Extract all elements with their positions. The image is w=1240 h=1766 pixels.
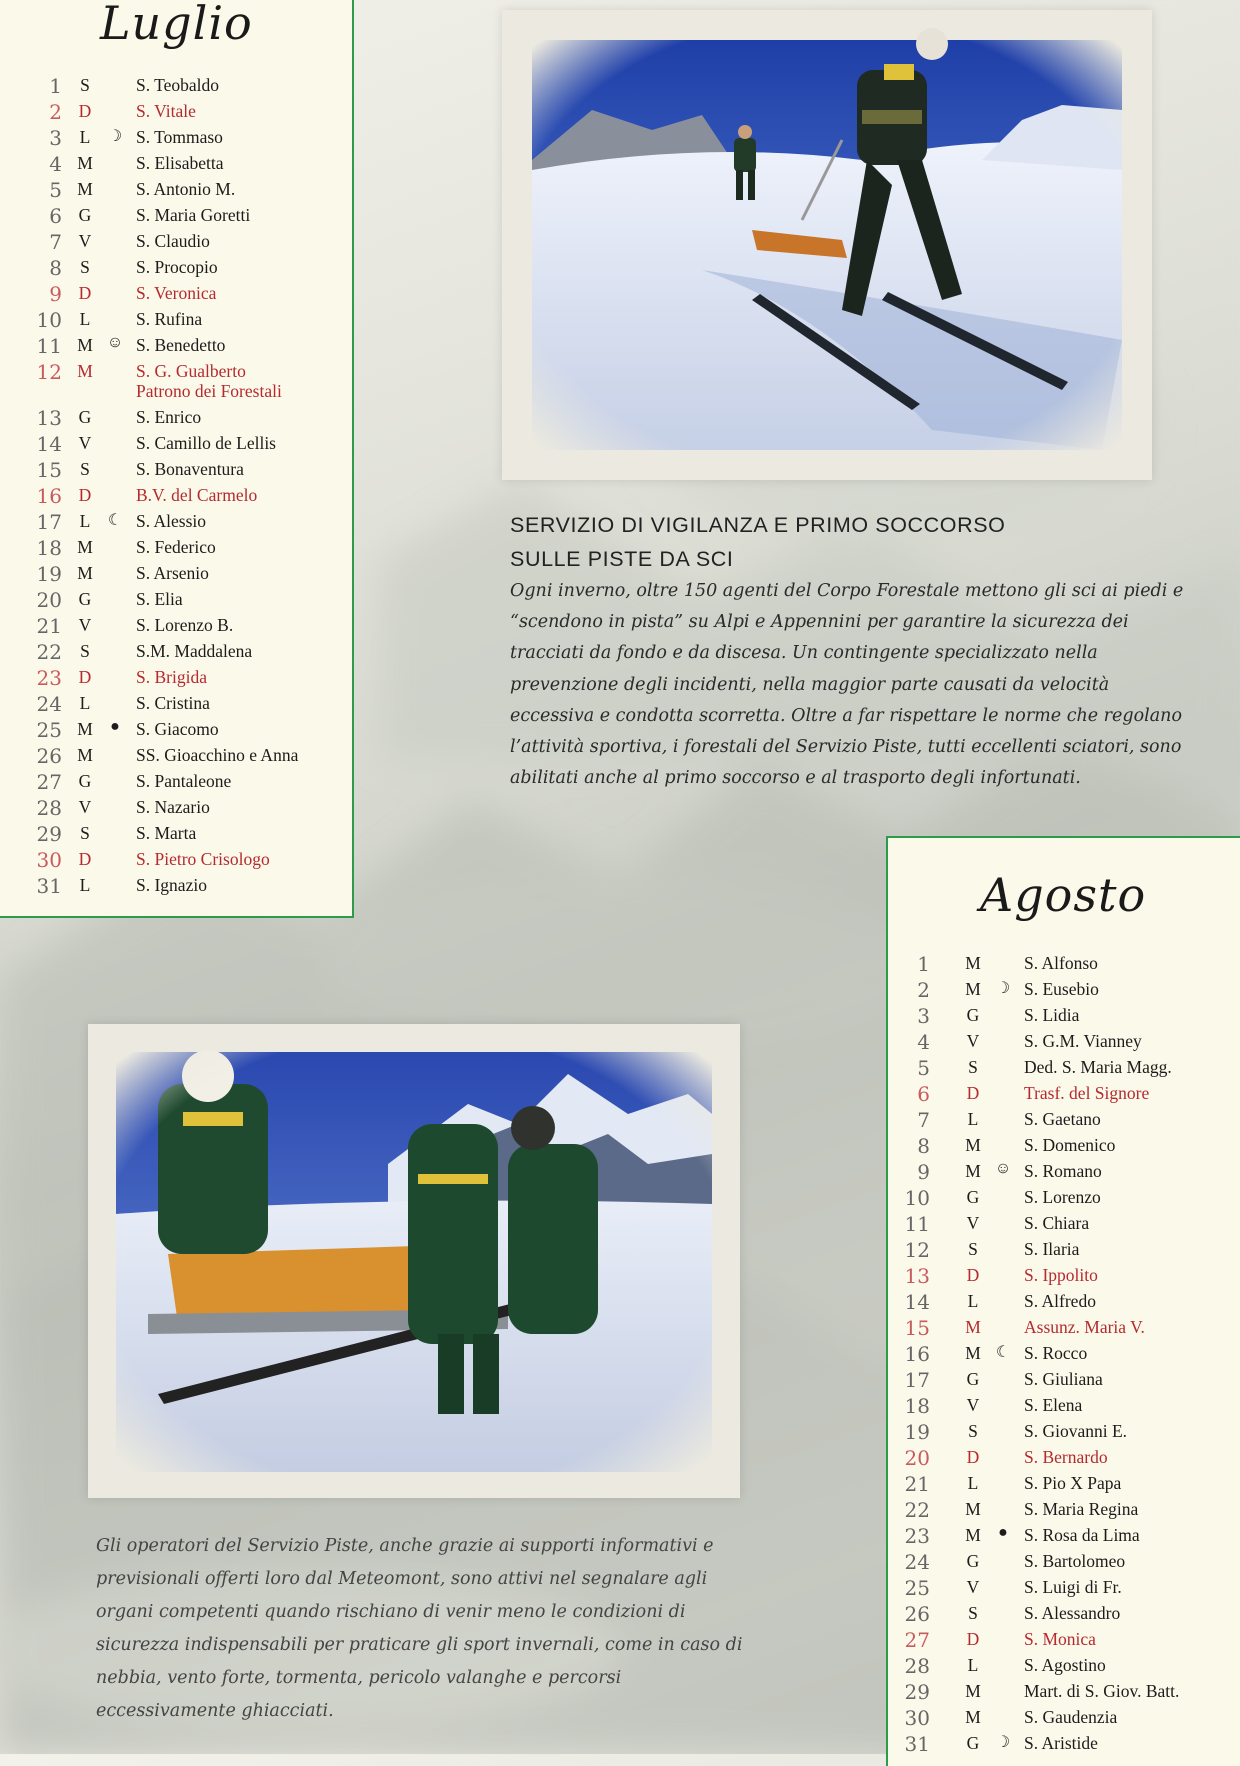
day-of-week: L (967, 1109, 979, 1129)
saint-name: S. Benedetto (136, 335, 226, 355)
day-of-week: D (966, 1083, 980, 1103)
saint-name: S. Giuliana (1024, 1369, 1103, 1389)
saint-name: S. Gaudenzia (1024, 1707, 1118, 1727)
day-number: 1 (49, 74, 62, 98)
day-of-week: L (967, 1291, 979, 1311)
saint-name: Assunz. Maria V. (1024, 1317, 1145, 1337)
saint-name: B.V. del Carmelo (136, 485, 258, 505)
day-number: 21 (36, 614, 62, 638)
day-of-week: M (77, 537, 93, 557)
saint-name: S. Monica (1024, 1629, 1096, 1649)
day-number: 15 (36, 458, 62, 482)
moon-phase-icon: ☾ (107, 512, 123, 529)
moon-phase-icon: ☽ (995, 980, 1011, 997)
saint-name: S. Alessandro (1024, 1603, 1121, 1623)
saint-name: S. Alfonso (1024, 953, 1098, 973)
day-of-week: M (965, 1343, 981, 1363)
day-number: 10 (904, 1186, 930, 1210)
day-of-week: G (966, 1551, 980, 1571)
day-of-week: M (77, 179, 93, 199)
day-of-week: L (967, 1655, 979, 1675)
day-number: 30 (36, 848, 62, 872)
day-of-week: M (77, 153, 93, 173)
day-number: 6 (917, 1082, 930, 1106)
calendar-august (886, 836, 1240, 1766)
moon-phase-icon: ☺ (994, 1160, 1012, 1177)
moon-phase-icon: ☽ (107, 128, 123, 145)
day-of-week: M (965, 1499, 981, 1519)
saint-name: S. Veronica (136, 283, 217, 303)
day-number: 12 (36, 360, 62, 384)
day-number: 23 (36, 666, 62, 690)
day-number: 4 (917, 1030, 930, 1054)
day-of-week: G (966, 1369, 980, 1389)
day-of-week: L (79, 693, 91, 713)
saint-name: S. Maria Regina (1024, 1499, 1139, 1519)
saint-name: S. Pantaleone (136, 771, 232, 791)
day-number: 15 (904, 1316, 930, 1340)
saint-name: S. Pio X Papa (1024, 1473, 1122, 1493)
calendar-july (0, 0, 354, 918)
saint-name: S. Federico (136, 537, 216, 557)
day-of-week: M (965, 953, 981, 973)
saint-name: S. Bartolomeo (1024, 1551, 1126, 1571)
saint-name: S. Lorenzo B. (136, 615, 234, 635)
saint-name: S. Antonio M. (136, 179, 236, 199)
day-of-week: M (965, 1161, 981, 1181)
moon-phase-icon: ☾ (995, 1344, 1011, 1361)
day-of-week: V (966, 1031, 980, 1051)
saint-name: S. Tommaso (136, 127, 223, 147)
caption-body: Gli operatori del Servizio Piste, anche grazie ai supporti informativi e previsionali offerti loro dal Meteomont, sono attivi nel segnalare agli organi competenti quando rischiano di venir meno le condizioni di sicurezza indispensabili per praticare gli sport invernali, come in caso di nebbia, vento forte, tormenta, pericolo valanghe e percorsi eccessivamente ghiacciati. (96, 1536, 743, 1721)
saint-name: SS. Gioacchino e Anna (136, 745, 299, 765)
day-of-week: M (965, 979, 981, 999)
day-of-week: G (78, 589, 92, 609)
day-number: 3 (917, 1004, 930, 1028)
day-of-week: M (77, 719, 93, 739)
saint-name: S. Bernardo (1024, 1447, 1108, 1467)
day-number: 21 (904, 1472, 930, 1496)
day-number: 25 (36, 718, 62, 742)
day-number: 14 (36, 432, 62, 456)
day-of-week: S (968, 1421, 978, 1441)
day-of-week: V (78, 797, 92, 817)
day-of-week: V (966, 1577, 980, 1597)
day-number: 25 (904, 1576, 930, 1600)
saint-name: S. Agostino (1024, 1655, 1106, 1675)
saint-name: S. Marta (136, 823, 197, 843)
day-number: 27 (904, 1628, 930, 1652)
day-of-week: G (966, 1187, 980, 1207)
month-title-july: Luglio (100, 0, 253, 50)
saint-name: Ded. S. Maria Magg. (1024, 1057, 1172, 1077)
saint-name: S. Luigi di Fr. (1024, 1577, 1122, 1597)
day-of-week: L (79, 127, 91, 147)
day-number: 3 (49, 126, 62, 150)
day-of-week: M (77, 335, 93, 355)
day-number: 16 (36, 484, 62, 508)
day-of-week: M (77, 563, 93, 583)
saint-name: Mart. di S. Giov. Batt. (1024, 1681, 1180, 1701)
saint-name-block (136, 361, 282, 401)
saint-name: S. Chiara (1024, 1213, 1090, 1233)
day-of-week: D (78, 283, 92, 303)
saint-name: S.M. Maddalena (136, 641, 253, 661)
day-number: 6 (49, 204, 62, 228)
day-number: 17 (904, 1368, 930, 1392)
saint-name: S. Ignazio (136, 875, 207, 895)
day-number: 4 (49, 152, 62, 176)
moon-phase-icon: ● (998, 1524, 1008, 1541)
day-of-week: D (78, 667, 92, 687)
saint-name: S. Giacomo (136, 719, 219, 739)
day-number: 7 (49, 230, 62, 254)
day-number: 18 (36, 536, 62, 560)
day-number: 13 (36, 406, 62, 430)
day-of-week: S (968, 1239, 978, 1259)
day-of-week: G (966, 1005, 980, 1025)
day-of-week: V (966, 1395, 980, 1415)
saint-name: S. Ippolito (1024, 1265, 1098, 1285)
saint-name: S. Brigida (136, 667, 207, 687)
saint-name: S. Procopio (136, 257, 218, 277)
day-number: 7 (917, 1108, 930, 1132)
day-of-week: D (78, 849, 92, 869)
day-number: 28 (36, 796, 62, 820)
day-number: 19 (904, 1420, 930, 1444)
day-of-week: S (968, 1057, 978, 1077)
photo-caption (96, 1530, 756, 1728)
day-of-week: M (965, 1707, 981, 1727)
day-number: 24 (36, 692, 62, 716)
saint-name: Trasf. del Signore (1024, 1083, 1150, 1103)
saint-name: S. Bonaventura (136, 459, 244, 479)
day-of-week: V (966, 1213, 980, 1233)
day-of-week: L (79, 511, 91, 531)
article-heading: SERVIZIO DI VIGILANZA E PRIMO SOCCORSO SULLE PISTE DA SCI (510, 513, 1006, 571)
day-number: 24 (904, 1550, 930, 1574)
day-of-week: V (78, 433, 92, 453)
saint-name: S. Maria Goretti (136, 205, 251, 225)
saint-name: S. Teobaldo (136, 75, 220, 95)
day-of-week: M (77, 361, 93, 381)
photo-ski-rescue-stretcher (88, 1024, 740, 1498)
day-of-week: S (968, 1603, 978, 1623)
day-number: 9 (917, 1160, 930, 1184)
day-number: 2 (49, 100, 62, 124)
day-number: 18 (904, 1394, 930, 1418)
saint-name: S. Lorenzo (1024, 1187, 1101, 1207)
day-of-week: D (966, 1447, 980, 1467)
day-of-week: S (80, 257, 90, 277)
saint-name: S. Vitale (136, 101, 196, 121)
saint-name: S. Aristide (1024, 1733, 1098, 1753)
day-number: 31 (36, 874, 62, 898)
saint-name: S. Ilaria (1024, 1239, 1080, 1259)
day-number: 20 (904, 1446, 930, 1470)
saint-name: S. Camillo de Lellis (136, 433, 276, 453)
day-number: 26 (904, 1602, 930, 1626)
day-number: 22 (36, 640, 62, 664)
day-of-week: S (80, 459, 90, 479)
photo-ski-rescue-towing (502, 10, 1152, 480)
day-number: 8 (917, 1134, 930, 1158)
day-of-week: M (77, 745, 93, 765)
day-number: 9 (49, 282, 62, 306)
saint-name: S. Rocco (1024, 1343, 1088, 1363)
day-number: 28 (904, 1654, 930, 1678)
saint-name: S. Eusebio (1024, 979, 1099, 999)
day-number: 5 (49, 178, 62, 202)
day-of-week: L (967, 1473, 979, 1493)
saint-name: S. Giovanni E. (1024, 1421, 1128, 1441)
day-of-week: S (80, 823, 90, 843)
article-body: Ogni inverno, oltre 150 agenti del Corpo Forestale mettono gli sci ai piedi e “scendono in pista” su Alpi e Appennini per garantire la sicurezza dei tracciati da fondo e da discesa. Un contingente specializzato nella prevenzione degli incidenti, nella maggior parte causati da velocità eccessiva e condotta scorretta. Oltre a far rispettare le norme che regolano l’attività sportiva, i forestali del Servizio Piste, tutti eccellenti sciatori, sono abilitati anche al primo soccorso e al trasporto degli infortunati. (510, 581, 1184, 789)
day-of-week: D (966, 1629, 980, 1649)
article-section (510, 508, 1190, 794)
saint-name: S. Lidia (1024, 1005, 1080, 1025)
saint-name: S. Rosa da Lima (1024, 1525, 1140, 1545)
day-of-week: D (966, 1265, 980, 1285)
day-of-week: G (966, 1733, 980, 1753)
day-of-week: G (78, 771, 92, 791)
saint-name: S. G.M. Vianney (1024, 1031, 1142, 1051)
day-number: 22 (904, 1498, 930, 1522)
saint-name: S. Elisabetta (136, 153, 224, 173)
day-number: 5 (917, 1056, 930, 1080)
saint-name: S. Alessio (136, 511, 207, 531)
moon-phase-icon: ☺ (106, 334, 124, 351)
day-number: 19 (36, 562, 62, 586)
day-of-week: L (79, 309, 91, 329)
day-of-week: V (78, 231, 92, 251)
day-of-week: M (965, 1135, 981, 1155)
day-number: 23 (904, 1524, 930, 1548)
saint-name: S. G. Gualberto (136, 361, 246, 381)
day-number: 30 (904, 1706, 930, 1730)
saint-name: S. Gaetano (1024, 1109, 1101, 1129)
day-number: 11 (36, 334, 62, 358)
day-number: 16 (904, 1342, 930, 1366)
day-number: 8 (49, 256, 62, 280)
saint-name: S. Arsenio (136, 563, 209, 583)
day-of-week: V (78, 615, 92, 635)
day-number: 1 (917, 952, 930, 976)
day-number: 11 (904, 1212, 930, 1236)
day-number: 29 (36, 822, 62, 846)
saint-name: S. Alfredo (1024, 1291, 1096, 1311)
day-number: 26 (36, 744, 62, 768)
saint-name: S. Rufina (136, 309, 203, 329)
day-of-week: G (78, 205, 92, 225)
day-number: 29 (904, 1680, 930, 1704)
day-of-week: M (965, 1681, 981, 1701)
day-of-week: D (78, 101, 92, 121)
day-number: 13 (904, 1264, 930, 1288)
day-number: 20 (36, 588, 62, 612)
saint-name: S. Cristina (136, 693, 210, 713)
saint-name: S. Pietro Crisologo (136, 849, 270, 869)
day-of-week: L (79, 875, 91, 895)
day-number: 14 (904, 1290, 930, 1314)
saint-name: S. Claudio (136, 231, 210, 251)
day-of-week: G (78, 407, 92, 427)
day-number: 27 (36, 770, 62, 794)
saint-name: S. Elena (1024, 1395, 1083, 1415)
moon-phase-icon: ☽ (995, 1734, 1011, 1751)
day-of-week: M (965, 1317, 981, 1337)
day-number: 31 (904, 1732, 930, 1756)
saint-name: S. Nazario (136, 797, 210, 817)
day-of-week: S (80, 75, 90, 95)
saint-name: S. Domenico (1024, 1135, 1116, 1155)
saint-name: S. Enrico (136, 407, 202, 427)
day-of-week: S (80, 641, 90, 661)
day-number: 2 (917, 978, 930, 1002)
saint-name: S. Romano (1024, 1161, 1102, 1181)
day-of-week: D (78, 485, 92, 505)
day-number: 12 (904, 1238, 930, 1262)
saint-name-note: Patrono dei Forestali (136, 381, 282, 401)
moon-phase-icon: ● (110, 718, 120, 735)
day-number: 10 (36, 308, 62, 332)
day-of-week: M (965, 1525, 981, 1545)
month-title-august: Agosto (980, 868, 1147, 922)
day-number: 17 (36, 510, 62, 534)
saint-name: S. Elia (136, 589, 183, 609)
